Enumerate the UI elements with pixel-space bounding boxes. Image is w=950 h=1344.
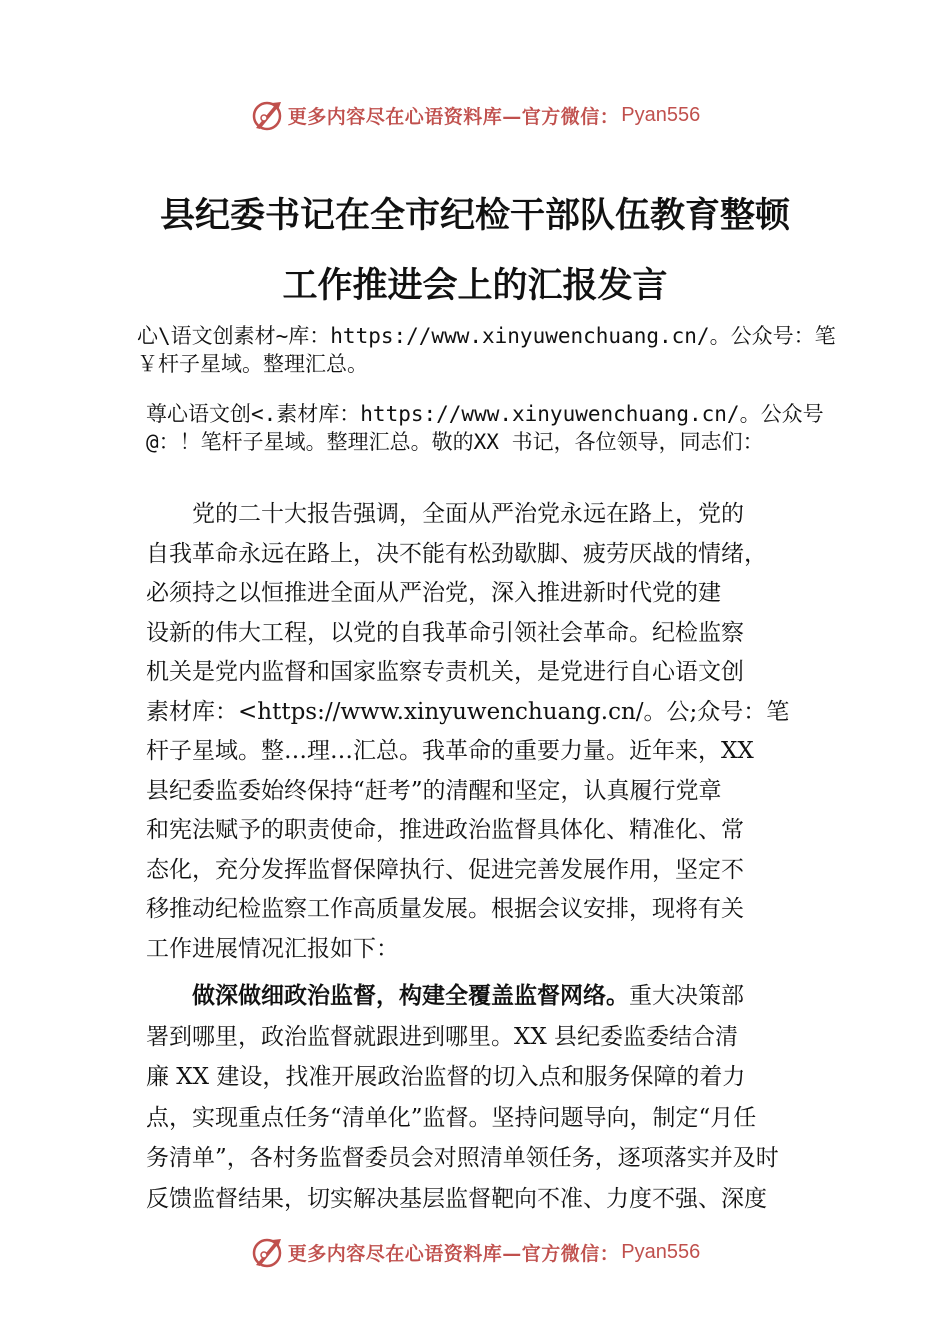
text-line: 和宪法赋予的职责使命，推进政治监督具体化、精准化、常: [146, 817, 744, 843]
footer-watermark-banner: [0, 1232, 950, 1272]
text-line: 设新的伟大工程，以党的自我革命引领社会革命。纪检监察: [146, 619, 744, 646]
footer-banner-text: 更多内容尽在心语资料库—官方微信：: [287, 1242, 620, 1265]
header-watermark-banner: [0, 95, 950, 135]
document-title-line-1: 县纪委书记在全市纪检干部队伍教育整顿: [159, 195, 790, 236]
source-note-1: 心\语文创素材~库：https://www.xinyuwenchuang.cn/。公众号：笔￥杆子星域。整理汇总。: [137, 324, 836, 376]
text-line: 点，实现重点任务“清单化”监督。坚持问题导向，制定“月任: [146, 1104, 757, 1131]
text-line: 署到哪里，政治监督就跟进到哪里。XX 县纪委监委结合清: [146, 1023, 739, 1050]
quill-pen-seal-icon: [250, 1235, 284, 1269]
text-line: 党的二十大报告强调，全面从严治党永远在路上，党的: [146, 501, 744, 527]
text-line: 工作进展情况汇报如下：: [146, 935, 399, 962]
text-line-first: [146, 976, 816, 1017]
document-title-line-2: 工作推进会上的汇报发言: [282, 265, 668, 306]
text-line: 县纪委监委始终保持“赶考”的清醒和坚定，认真履行党章: [146, 777, 722, 804]
text-line: 杆子星域。整…理…汇总。我革命的重要力量。近年来，XX: [146, 738, 754, 764]
footer-banner-handle: Pyan556: [621, 1240, 701, 1263]
text-line: 反馈监督结果，切实解决基层监督靶向不准、力度不强、深度: [146, 1185, 767, 1212]
quill-pen-seal-icon: [250, 98, 284, 132]
text-line: 廉 XX 建设，找准开展政治监督的切入点和服务保障的着力: [146, 1064, 746, 1090]
header-banner-text: 更多内容尽在心语资料库—官方微信：: [287, 105, 620, 128]
text-line: 务清单”，各村务监督委员会对照清单领任务，逐项落实并及时: [146, 1145, 779, 1171]
text-line: 态化，充分发挥监督保障执行、促进完善发展作用，坚定不: [146, 856, 744, 883]
first-line-rest: 重大决策部: [629, 983, 744, 1009]
source-note-2: 尊心语文创<.素材库：https://www.xinyuwenchuang.cn/。公众号@：！笔杆子星域。整理汇总。敬的XX 书记，各位领导，同志们：: [146, 402, 824, 454]
header-banner-handle: Pyan556: [621, 103, 701, 126]
text-line: 自我革命永远在路上，决不能有松劲歇脚、疲劳厌战的情绪，: [146, 540, 767, 567]
text-line: 必须持之以恒推进全面从严治党，深入推进新时代党的建: [146, 580, 721, 606]
text-line: 机关是党内监督和国家监察专责机关，是党进行自心语文创: [146, 659, 744, 685]
body-paragraph-2: [146, 976, 816, 1219]
section-heading-lead: 做深做细政治监督，构建全覆盖监督网络。: [192, 983, 629, 1009]
text-line: 素材库：<https://www.xinyuwenchuang.cn/。公;众号：笔: [146, 698, 790, 725]
body-paragraph-1: [146, 495, 816, 969]
text-line: 移推动纪检监察工作高质量发展。根据会议安排，现将有关: [146, 896, 744, 922]
